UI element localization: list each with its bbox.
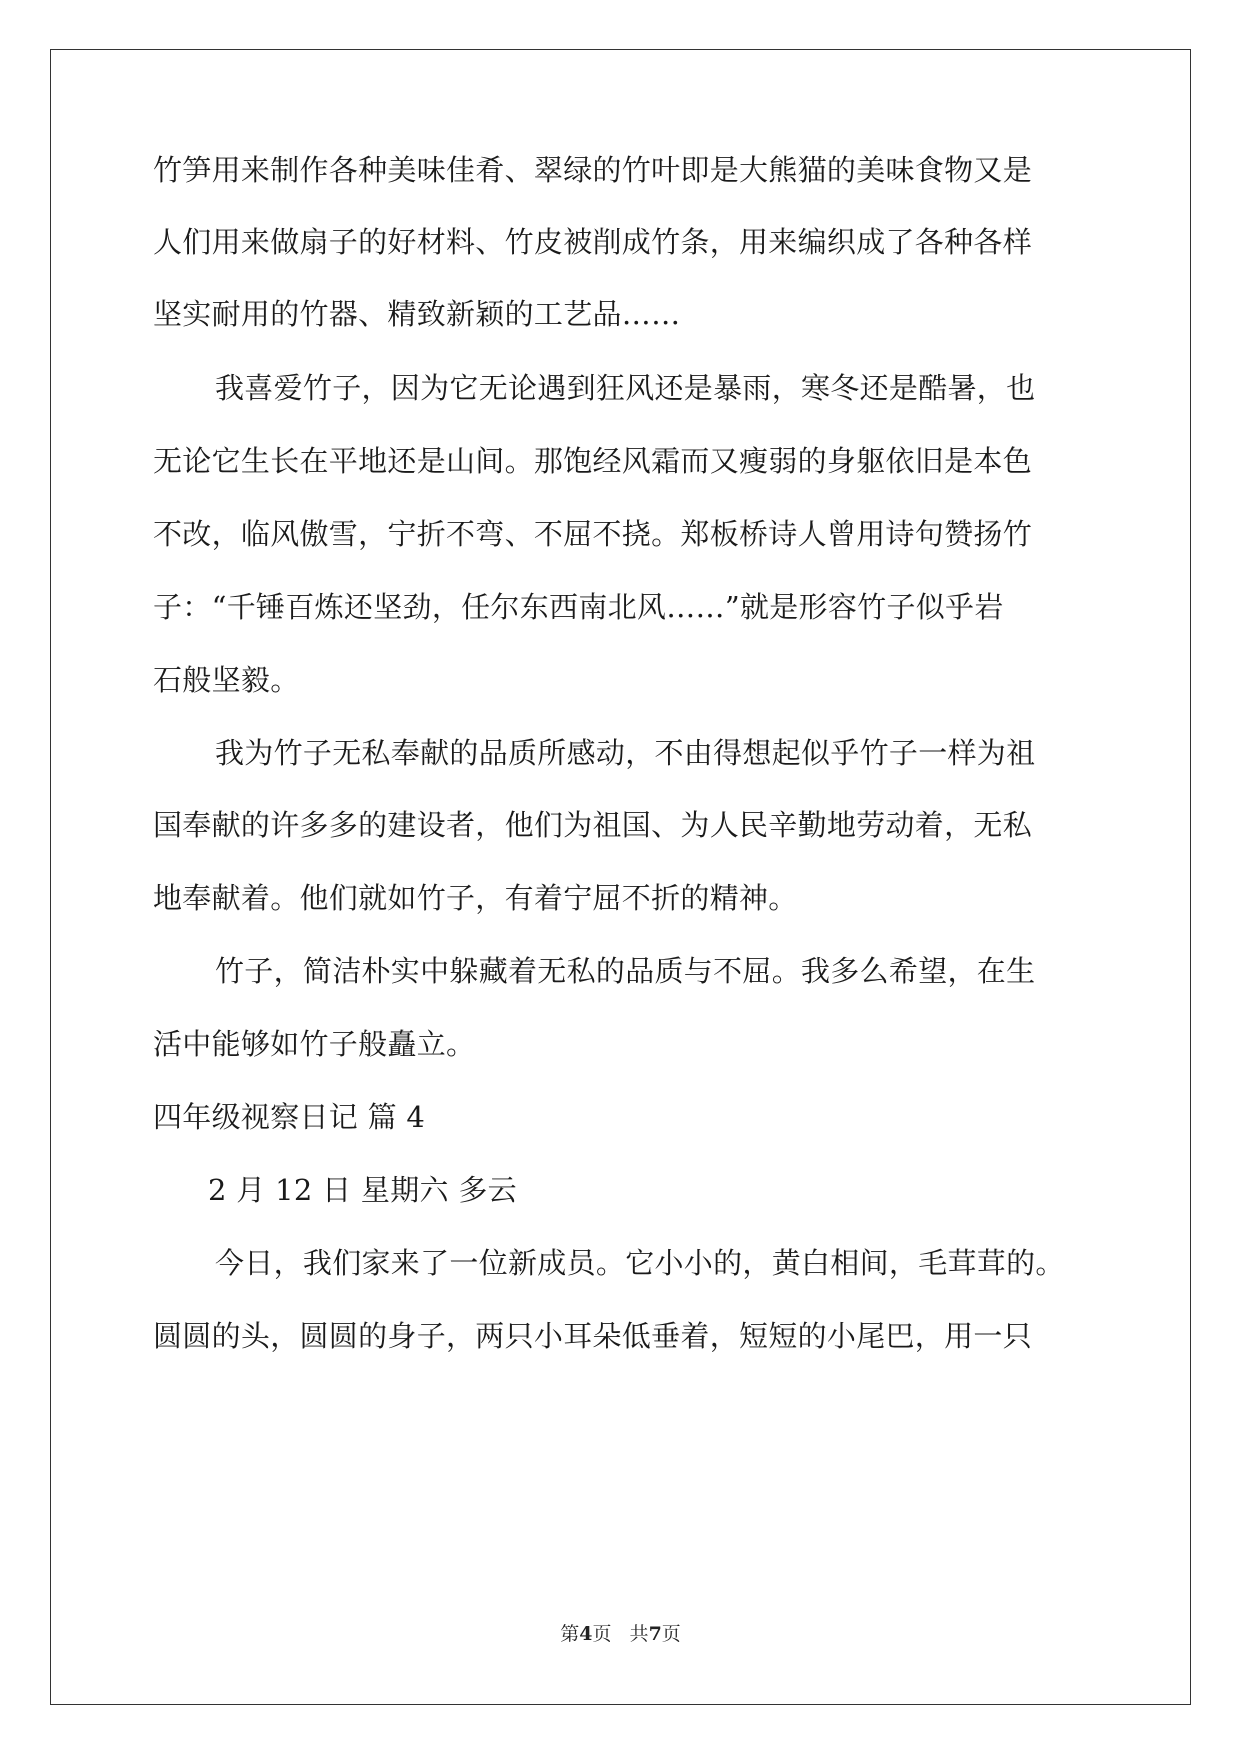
section-heading: 四年级视察日记 篇 4	[153, 1100, 426, 1134]
paragraph-line: 圆圆的头，圆圆的身子，两只小耳朵低垂着，短短的小尾巴，用一只	[153, 1319, 1033, 1353]
footer-middle: 页 共	[592, 1623, 649, 1645]
paragraph-line: 坚实耐用的竹器、精致新颖的工艺品……	[153, 297, 681, 331]
paragraph-line: 人们用来做扇子的好材料、竹皮被削成竹条，用来编织成了各种各样	[153, 225, 1033, 259]
footer-page-number: 4	[579, 1623, 593, 1645]
page-footer	[0, 1622, 1241, 1646]
paragraph-line: 石般坚毅。	[153, 663, 300, 697]
diary-date-line: 2 月 12 日 星期六 多云	[208, 1173, 517, 1207]
paragraph-line: 活中能够如竹子般矗立。	[153, 1027, 476, 1061]
paragraph-line: 我喜爱竹子，因为它无论遇到狂风还是暴雨，寒冬还是酷暑，也	[215, 371, 1036, 405]
paragraph-line: 今日，我们家来了一位新成员。它小小的，黄白相间，毛茸茸的。	[215, 1246, 1065, 1280]
paragraph-line: 竹笋用来制作各种美味佳肴、翠绿的竹叶即是大熊猫的美味食物又是	[153, 153, 1033, 187]
paragraph-line: 子：“千锤百炼还坚劲，任尔东西南北风……”就是形容竹子似乎岩	[153, 590, 1004, 624]
paragraph-line: 不改，临风傲雪，宁折不弯、不屈不挠。郑板桥诗人曾用诗句赞扬竹	[153, 517, 1033, 551]
footer-suffix: 页	[661, 1623, 681, 1645]
paragraph-line: 地奉献着。他们就如竹子，有着宁屈不折的精神。	[153, 881, 798, 915]
footer-total-pages: 7	[648, 1623, 662, 1645]
paragraph-line: 国奉献的许多多的建设者，他们为祖国、为人民辛勤地劳动着，无私	[153, 808, 1033, 842]
footer-prefix: 第	[560, 1623, 580, 1645]
paragraph-line: 无论它生长在平地还是山间。那饱经风霜而又瘦弱的身躯依旧是本色	[153, 444, 1033, 478]
paragraph-line: 我为竹子无私奉献的品质所感动，不由得想起似乎竹子一样为祖	[215, 736, 1036, 770]
paragraph-line: 竹子，简洁朴实中躲藏着无私的品质与不屈。我多么希望，在生	[215, 954, 1036, 988]
